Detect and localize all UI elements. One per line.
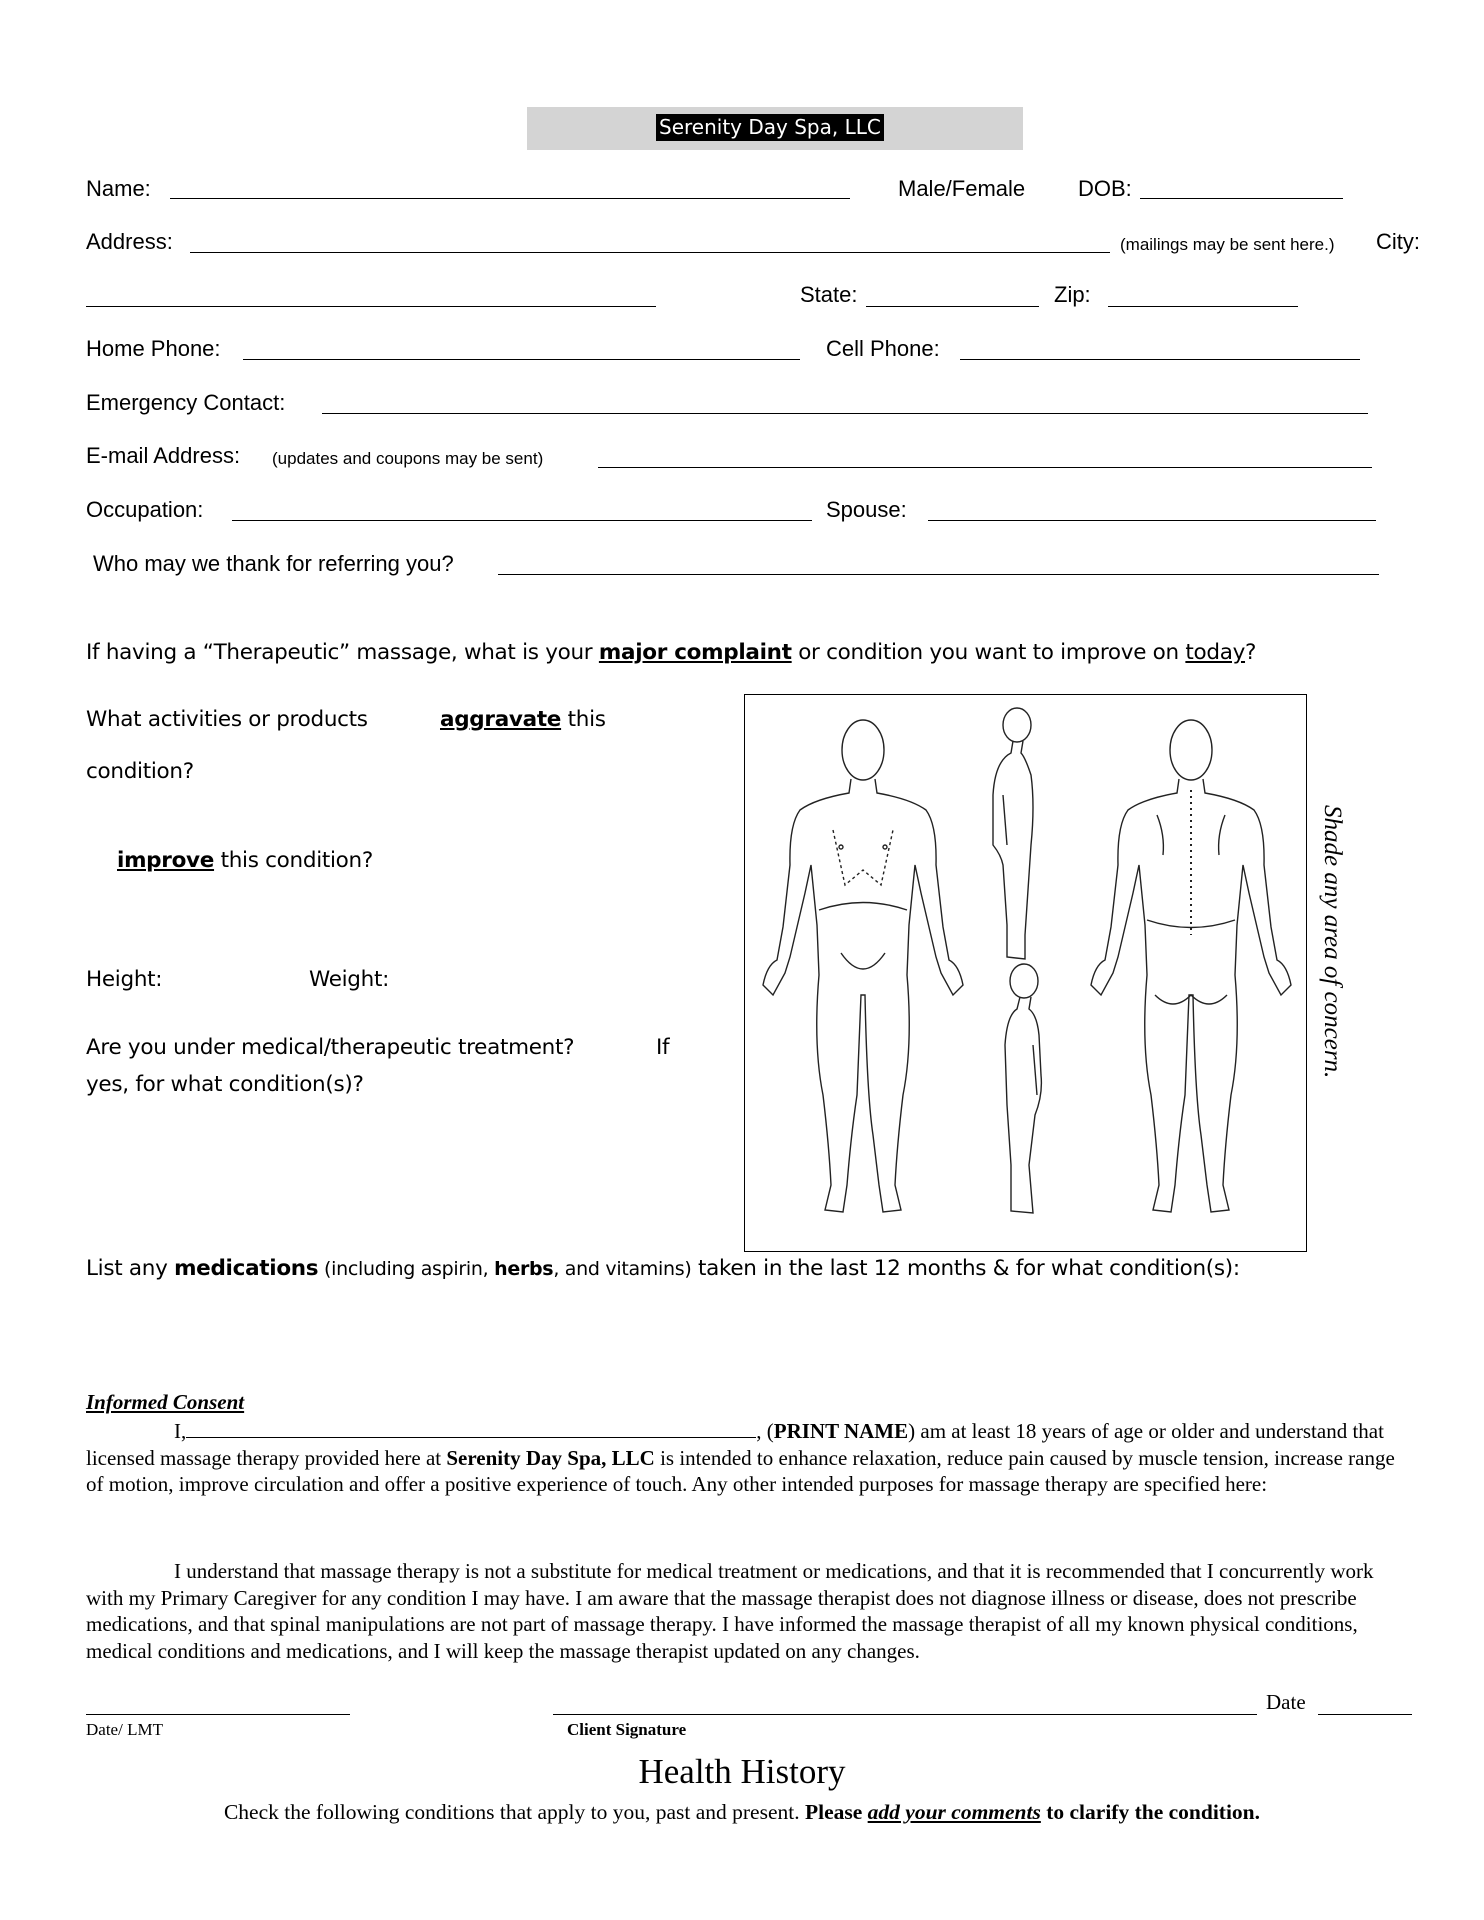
aggravate-question: What activities or products [86,707,368,732]
consent-paragraph-1: I, , (PRINT NAME) am at least 18 years of age or older and understand that licensed massage therapy provided here at Serenity Day Spa, LLC is intended to enhance relaxation, reduce pain caused by muscle tension, increase range of motion, improve circulation and offer a positive experience of touch. Any other intended purposes for massage therapy are specified here: [86,1419,1395,1496]
occupation-label: Occupation: [86,497,204,522]
body-chart-note: Shade any area of concern. [1319,805,1346,1079]
occupation-field[interactable] [232,502,812,521]
city-label: City: [1376,229,1420,254]
front-view-figure [763,720,963,1212]
cell-phone-label: Cell Phone: [826,336,940,361]
date-label: Date [1266,1690,1306,1714]
treatment-question-line2: yes, for what condition(s)? [86,1072,364,1097]
zip-field[interactable] [1108,288,1298,307]
date-field[interactable] [1318,1696,1412,1715]
state-field[interactable] [866,288,1039,307]
weight-label: Weight: [309,967,390,992]
state-label: State: [800,282,858,307]
gender-label[interactable]: Male/Female [898,176,1026,201]
client-signature-label: Client Signature [567,1720,687,1739]
height-label: Height: [86,967,163,992]
health-history-instructions: Check the following conditions that apply to you, past and present. Please add your comments to clarify the condition. [223,1800,1261,1824]
spouse-field[interactable] [928,502,1376,521]
address-note: (mailings may be sent here.) [1120,235,1335,254]
improve-question: improve this condition? [117,848,373,873]
side-view-figure-lower [1005,964,1041,1213]
dob-field[interactable] [1140,180,1343,199]
informed-consent-heading: Informed Consent [86,1390,245,1414]
lmt-label: Date/ LMT [86,1720,163,1739]
home-phone-label: Home Phone: [86,336,221,361]
emergency-contact-label: Emergency Contact: [86,390,286,415]
name-field[interactable] [170,180,850,199]
address-field[interactable] [190,234,1110,253]
consent-paragraph-2: I understand that massage therapy is not a substitute for medical treatment or medications, and that it is recommended that I concurrently work with my Primary Caregiver for any condition I may have. I am aware that the massage therapist does not diagnose illness or disease, does not prescribe medications, and that spinal manipulations are not part of massage therapy. I have informed the massage therapist of all my known physical conditions, medical conditions and medications, and I will keep the massage therapist updated on any changes. [86,1559,1374,1663]
side-view-figure-upper [993,708,1033,959]
referral-field[interactable] [498,556,1379,575]
dob-label: DOB: [1078,176,1132,201]
body-chart[interactable] [744,694,1307,1252]
treatment-question: Are you under medical/therapeutic treatment? [86,1035,575,1060]
spouse-label: Spouse: [826,497,907,522]
lmt-date-field[interactable] [86,1696,350,1715]
home-phone-field[interactable] [243,341,800,360]
back-view-figure [1091,720,1291,1212]
city-field[interactable] [86,288,656,307]
medications-question: List any medications (including aspirin, herbs, and vitamins) taken in the last 12 months & for what condition(s): [86,1256,1240,1281]
name-label: Name: [86,176,151,201]
business-name-title: Serenity Day Spa, LLC [656,114,884,141]
health-history-title: Health History [638,1752,846,1791]
body-diagram-icon [745,695,1305,1250]
address-label: Address: [86,229,173,254]
print-name-field[interactable] [186,1423,756,1438]
cell-phone-field[interactable] [960,341,1360,360]
aggravate-question-keyword: aggravate this [440,707,606,732]
treatment-question-if: If [656,1035,670,1060]
major-complaint-question: If having a “Therapeutic” massage, what is your major complaint or condition you want to improve on today? [86,640,1257,665]
aggravate-question-line2: condition? [86,759,194,784]
client-signature-field[interactable] [553,1696,1257,1715]
email-note: (updates and coupons may be sent) [272,449,544,468]
email-label: E-mail Address: [86,443,241,468]
zip-label: Zip: [1054,282,1091,307]
emergency-contact-field[interactable] [322,395,1368,414]
email-field[interactable] [598,449,1372,468]
referral-label: Who may we thank for referring you? [93,551,454,576]
